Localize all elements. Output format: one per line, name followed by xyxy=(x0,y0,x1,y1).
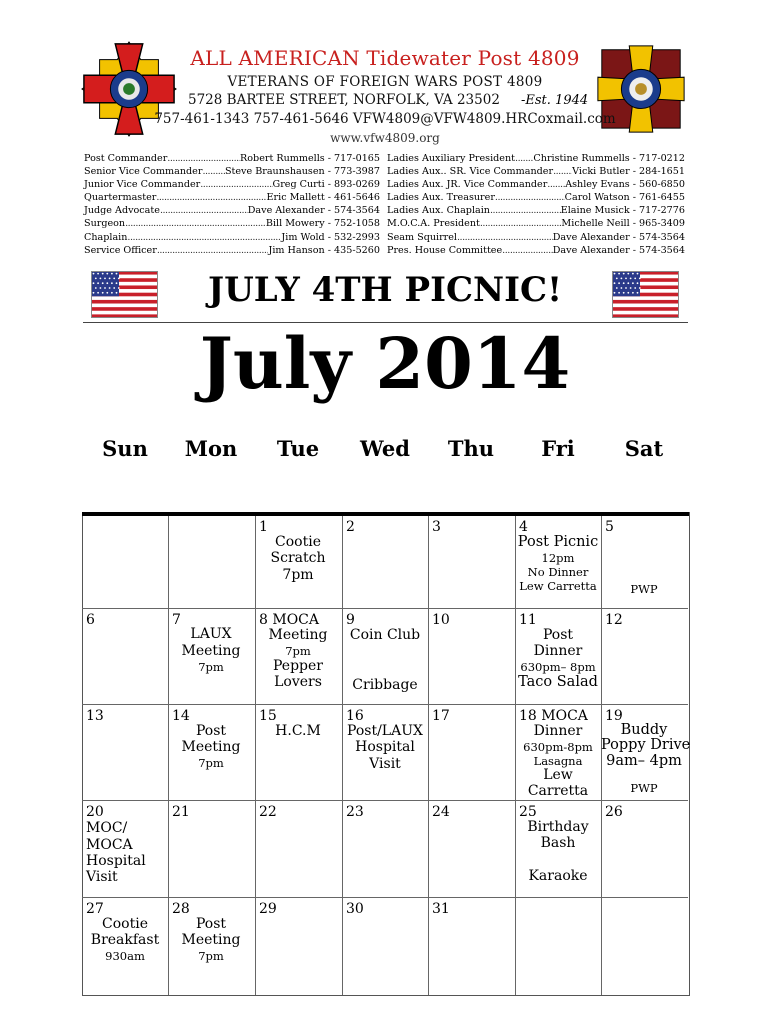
event-text: Meeting xyxy=(268,627,328,643)
dot-leader xyxy=(125,217,266,230)
dot-leader xyxy=(495,191,565,204)
officers-list-left xyxy=(84,152,380,257)
event-text: Taco Salad xyxy=(518,674,598,690)
day-cell-27 xyxy=(82,898,168,994)
day-number: 28 xyxy=(172,901,190,917)
dot-leader xyxy=(480,217,562,230)
event-text: 9am– 4pm xyxy=(606,753,682,769)
day-number: 25 xyxy=(519,804,537,820)
day-cell-22 xyxy=(255,801,341,897)
officer-title: Post Commander xyxy=(84,153,168,164)
day-cell-31 xyxy=(428,898,514,994)
event-text: Birthday xyxy=(527,819,589,835)
post-phones: 757-461-1343 757-461-5646 VFW4809@VFW4809.HRCoxmail.com xyxy=(154,111,616,127)
event-text: Post Picnic xyxy=(517,534,599,550)
dot-leader xyxy=(490,204,561,217)
officer-row xyxy=(84,204,380,217)
dot-leader xyxy=(515,152,533,165)
officer-name: Dave Alexander - 574-3564 xyxy=(247,205,380,217)
event-text: Scratch xyxy=(270,550,326,566)
event-text: Meeting xyxy=(181,643,241,659)
dot-leader xyxy=(127,231,281,244)
dot-leader xyxy=(167,152,240,165)
event-text: LAUX xyxy=(190,626,232,642)
officer-row xyxy=(84,178,380,191)
event-text: Lew xyxy=(543,767,573,783)
event-text: Bash xyxy=(540,835,576,851)
day-number: 22 xyxy=(259,804,277,820)
event-text: Post xyxy=(195,723,227,739)
day-number: 12 xyxy=(605,612,623,628)
day-number: 29 xyxy=(259,901,277,917)
day-number: 19 xyxy=(605,708,623,724)
officer-title: Ladies Aux. JR. Vice Commander xyxy=(387,179,548,191)
day-number: 16 xyxy=(346,708,364,724)
event-text: Cootie xyxy=(275,534,321,550)
post-address: 5728 BARTEE STREET, NORFOLK, VA 23502 xyxy=(188,92,500,108)
dot-leader xyxy=(156,191,266,204)
weekday-thu: Thu xyxy=(447,436,495,461)
day-cell-11 xyxy=(515,609,601,704)
dot-leader xyxy=(502,244,553,257)
day-number: 3 xyxy=(432,519,441,535)
event-text: Visit xyxy=(86,869,118,885)
day-number: 26 xyxy=(605,804,623,820)
event-text: 930am xyxy=(105,949,145,963)
officer-row xyxy=(387,191,685,204)
day-number: 10 xyxy=(432,612,450,628)
day-cell-6 xyxy=(82,609,168,704)
day-number: 14 xyxy=(172,708,190,724)
day-number: 4 xyxy=(519,519,528,535)
event-text: Lasagna xyxy=(533,754,583,768)
day-cell-21 xyxy=(168,801,254,897)
day-number: 13 xyxy=(86,708,104,724)
officer-name: Ashley Evans - 560-6850 xyxy=(565,179,685,191)
day-cell-17 xyxy=(428,705,514,800)
day-number: 9 xyxy=(346,612,355,628)
officer-name: Bill Mowery - 752-1058 xyxy=(265,218,380,230)
event-text: Cootie xyxy=(102,916,148,932)
day-cell-5 xyxy=(601,516,687,608)
officer-row xyxy=(84,217,380,230)
weekday-tue: Tue xyxy=(276,436,320,461)
weekday-mon: Mon xyxy=(184,436,238,461)
event-text: 7pm xyxy=(198,660,224,674)
dot-leader xyxy=(157,244,269,257)
officer-name: Greg Curti - 893-0269 xyxy=(272,179,380,191)
day-number: 1 xyxy=(259,519,268,535)
vfw-line: VETERANS OF FOREIGN WARS POST 4809 xyxy=(227,74,543,90)
dot-leader xyxy=(160,204,248,217)
day-cell-9 xyxy=(342,609,428,704)
event-text: Meeting xyxy=(181,739,241,755)
event-text: Post/LAUX xyxy=(347,723,423,739)
post-name: ALL AMERICAN Tidewater Post 4809 xyxy=(190,46,580,70)
event-text: Dinner xyxy=(533,643,583,659)
officer-row xyxy=(387,178,685,191)
event-text: Karaoke xyxy=(528,868,588,884)
event-text: No Dinner xyxy=(527,565,589,579)
officer-row xyxy=(84,244,380,257)
officer-row xyxy=(84,231,380,244)
dot-leader xyxy=(457,231,553,244)
officer-name: Jim Hanson - 435-5260 xyxy=(268,244,380,256)
day-cell-4 xyxy=(515,516,601,608)
event-text: Visit xyxy=(369,756,401,772)
established-year: -Est. 1944 xyxy=(521,93,589,108)
event-text: MOC/ xyxy=(86,820,128,836)
day-number: 7 xyxy=(172,612,181,628)
officer-name: Christine Rummells - 717-0212 xyxy=(533,153,685,164)
day-cell-3 xyxy=(428,516,514,608)
officer-title: Service Officer xyxy=(84,244,157,256)
officer-title: Surgeon xyxy=(84,218,126,230)
event-text: Dinner xyxy=(533,723,583,739)
event-text: Poppy Drive xyxy=(601,737,691,753)
event-text: Buddy xyxy=(620,722,668,738)
officer-row xyxy=(84,165,380,178)
day-cell-12 xyxy=(601,609,687,704)
event-text: 12pm xyxy=(541,551,575,565)
day-cell-1 xyxy=(255,516,341,608)
day-number: 23 xyxy=(346,804,364,820)
day-number: 30 xyxy=(346,901,364,917)
officer-name: Robert Rummells - 717-0165 xyxy=(240,153,380,164)
event-text: PWP xyxy=(630,781,658,795)
event-text: Post xyxy=(542,627,574,643)
day-cell-15 xyxy=(255,705,341,800)
event-text: Cribbage xyxy=(352,677,418,693)
event-text: Meeting xyxy=(181,932,241,948)
day-cell-19 xyxy=(601,705,691,800)
day-cell-8 xyxy=(255,609,341,704)
officer-title: Ladies Aux. Treasurer xyxy=(387,192,495,204)
day-cell-29 xyxy=(255,898,341,994)
officer-title: Junior Vice Commander xyxy=(84,179,201,191)
day-cell-14 xyxy=(168,705,254,800)
officer-row xyxy=(387,217,685,230)
day-cell-13 xyxy=(82,705,168,800)
weekday-wed: Wed xyxy=(360,436,410,461)
event-text: 7pm xyxy=(198,949,224,963)
event-text: Hospital xyxy=(86,853,146,869)
day-number: 21 xyxy=(172,804,190,820)
day-number: 20 xyxy=(86,804,104,820)
officer-title: Seam Squirrel xyxy=(387,231,457,243)
officer-title: Chaplain xyxy=(84,231,128,243)
event-text: Coin Club xyxy=(349,627,421,643)
event-text: Breakfast xyxy=(90,932,160,948)
event-text: 7pm xyxy=(285,644,311,658)
officer-name: Dave Alexander - 574-3564 xyxy=(552,244,685,256)
dot-leader xyxy=(202,165,224,178)
month-title: July 2014 xyxy=(199,322,571,405)
day-number: 17 xyxy=(432,708,450,724)
day-number: 31 xyxy=(432,901,450,917)
officer-row xyxy=(387,152,685,165)
event-text: H.C.M xyxy=(275,723,321,739)
event-text: Lovers xyxy=(274,674,322,690)
weekday-fri: Fri xyxy=(541,436,575,461)
officer-row xyxy=(387,244,685,257)
day-cell-16 xyxy=(342,705,428,800)
officer-title: Pres. House Committee xyxy=(387,244,503,256)
dot-leader xyxy=(200,178,272,191)
officer-name: Jim Wold - 532-2993 xyxy=(281,231,380,243)
event-text: Lew Carretta xyxy=(519,579,597,593)
event-text: 7pm xyxy=(198,756,224,770)
officer-row xyxy=(387,204,685,217)
day-cell-23 xyxy=(342,801,428,897)
day-cell-2 xyxy=(342,516,428,608)
officer-title: Ladies Auxiliary President xyxy=(387,153,516,164)
officer-title: Senior Vice Commander xyxy=(84,166,203,178)
weekday-sat: Sat xyxy=(624,436,664,461)
officer-title: Quartermaster xyxy=(84,192,157,204)
day-number: 6 xyxy=(86,612,95,628)
event-text: 7pm xyxy=(282,567,314,583)
event-text: Hospital xyxy=(355,739,415,755)
day-cell-7 xyxy=(168,609,254,704)
event-text: Post xyxy=(195,916,227,932)
officer-title: Ladies Aux.. SR. Vice Commander xyxy=(387,166,554,178)
event-text: 630pm-8pm xyxy=(523,740,593,754)
event-text: 630pm– 8pm xyxy=(520,660,596,674)
day-cell-18 xyxy=(515,705,601,800)
day-number: 15 xyxy=(259,708,277,724)
day-cell-20 xyxy=(82,801,168,897)
day-number: 27 xyxy=(86,901,104,917)
post-website: www.vfw4809.org xyxy=(330,131,440,145)
officer-title: Ladies Aux. Chaplain xyxy=(387,205,490,217)
officer-name: Vicki Butler - 284-1651 xyxy=(572,166,685,178)
event-text: PWP xyxy=(630,582,658,596)
officers-list-right xyxy=(387,152,685,257)
day-number: 18 MOCA xyxy=(519,708,588,724)
event-text: Carretta xyxy=(527,783,589,799)
event-text: MOCA xyxy=(86,837,133,853)
day-number: 24 xyxy=(432,804,450,820)
officer-title: M.O.C.A. President xyxy=(387,218,480,230)
day-number: 5 xyxy=(605,519,614,535)
day-cell-10 xyxy=(428,609,514,704)
day-number: 11 xyxy=(519,612,537,628)
day-cell-30 xyxy=(342,898,428,994)
day-cell-25 xyxy=(515,801,601,897)
officer-row xyxy=(84,191,380,204)
day-number: 8 MOCA xyxy=(259,612,319,628)
banner-title: JULY 4TH PICNIC! xyxy=(208,270,562,310)
weekday-sun: Sun xyxy=(102,436,148,461)
officer-name: Dave Alexander - 574-3564 xyxy=(552,231,685,243)
officer-name: Steve Braunshausen - 773-3987 xyxy=(224,166,380,178)
day-cell-26 xyxy=(601,801,687,897)
officer-row xyxy=(387,231,685,244)
day-number: 2 xyxy=(346,519,355,535)
officer-title: Judge Advocate xyxy=(84,205,160,217)
officer-name: Elaine Musick - 717-2776 xyxy=(560,205,685,217)
officer-name: Michelle Neill - 965-3409 xyxy=(561,218,685,230)
officer-row xyxy=(84,152,380,165)
dot-leader xyxy=(553,165,572,178)
day-cell-28 xyxy=(168,898,254,994)
dot-leader xyxy=(547,178,565,191)
officer-row xyxy=(387,165,685,178)
officer-name: Carol Watson - 761-6455 xyxy=(564,192,685,204)
officer-name: Eric Mallett - 461-5646 xyxy=(266,192,380,204)
day-cell-24 xyxy=(428,801,514,897)
event-text: Pepper xyxy=(273,658,323,674)
